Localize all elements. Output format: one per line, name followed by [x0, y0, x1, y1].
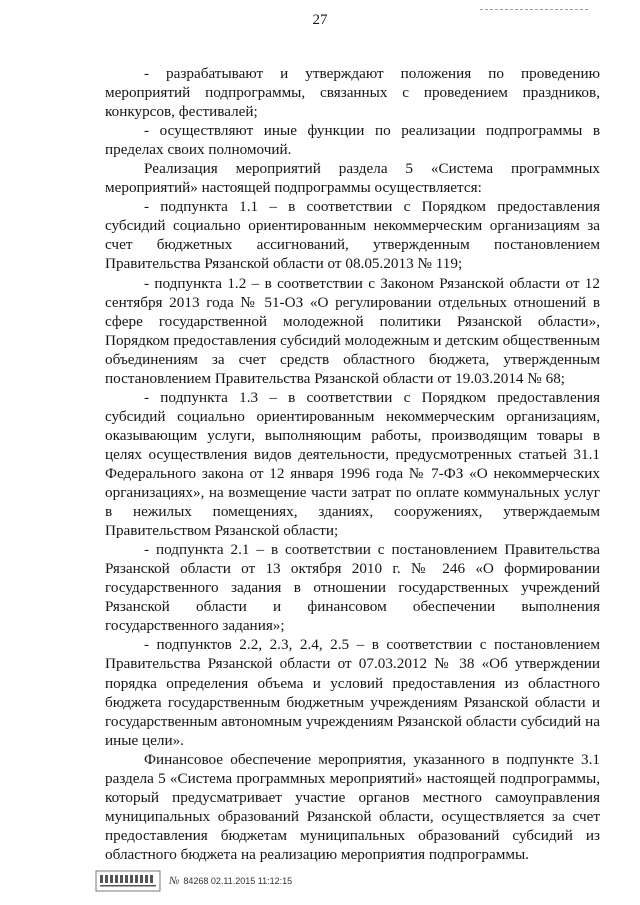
paragraph: - подпункта 1.2 – в соответствии с Законом Рязанской области от 12 сентября 2013 года № 51-ОЗ «О регулировании отдельных отношений в сфере государственной молодежной политики Рязанской области», Порядком предоставления субсидий молодежным и детским общественным объединениям за счет средств областного бюджета, утвержденным постановлением Правительства Рязанской области от 19.03.2014 № 68; [105, 274, 600, 387]
paragraph: Финансовое обеспечение мероприятия, указанного в подпункте 3.1 раздела 5 «Система программных мероприятий» настоящей подпрограммы, который предусматривает участие органов местного самоуправления муниципальных образований Рязанской области, осуществляется за счет предоставления бюджетам муниципальных образований субсидий из областного бюджета на реализацию мероприятия подпрограммы. [105, 750, 600, 863]
paragraph: - подпункта 1.1 – в соответствии с Порядком предоставления субсидий социально ориентированным некоммерческим организациям за счет бюджетных ассигнований, утвержденным постановлением Правительства Рязанской области от 08.05.2013 № 119; [105, 198, 600, 273]
paragraph: Реализация мероприятий раздела 5 «Система программных мероприятий» настоящей подпрограммы осуществляется: [105, 160, 600, 197]
number-sign: № [169, 875, 180, 887]
paragraph: - подпункта 2.1 – в соответствии с постановлением Правительства Рязанской области от 13 октября 2010 г. № 246 «О формировании государственного задания в отношении государственных учреждений Рязанской области и финансовом обеспечении выполнения государственного задания»; [105, 541, 600, 635]
document-body [105, 64, 600, 864]
registry-stamp-logo [95, 870, 161, 892]
registration-info: 84268 02.11.2015 11:12:15 [183, 876, 293, 886]
paragraph: - разрабатывают и утверждают положения по проведению мероприятий подпрограммы, связанных с проведением праздников, конкурсов, фестивалей; [105, 65, 600, 121]
header-rule [480, 9, 588, 10]
page-number: 27 [312, 12, 328, 28]
paragraph: - подпункта 1.3 – в соответствии с Порядком предоставления субсидий социально ориентированным некоммерческим организациям, оказывающим услуги, выполняющим работы, производящим товары в целях осуществления видов деятельности, предусмотренных статьей 31.1 Федерального закона от 12 января 1996 года № 7-ФЗ «О некоммерческих организациях», на возмещение части затрат по оплате коммунальных услуг в нежилых помещениях, зданиях, сооружениях, утверждаемым Правительством Рязанской области; [105, 388, 600, 540]
paragraph: - осуществляют иные функции по реализации подпрограммы в пределах своих полномочий. [105, 122, 600, 159]
registration-footer [95, 870, 292, 892]
paragraph: - подпунктов 2.2, 2.3, 2.4, 2.5 – в соответствии с постановлением Правительства Рязанской области от 07.03.2012 № 38 «Об утверждении порядка определения объема и условий предоставления из областного бюджета государственным бюджетным учреждениям Рязанской области и государственным автономным учреждениям Рязанской области субсидий на иные цели». [105, 636, 600, 749]
